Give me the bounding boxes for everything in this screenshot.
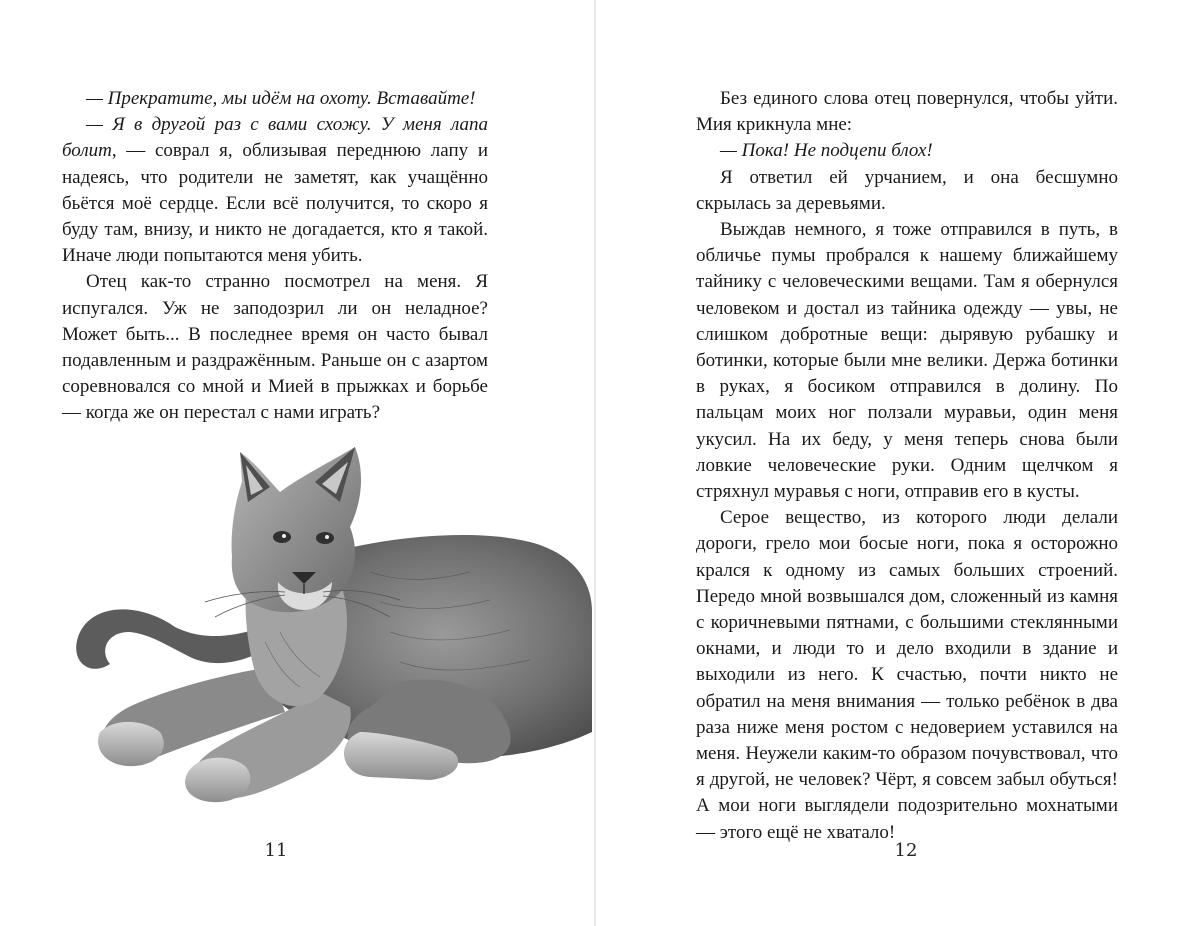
left-page (0, 0, 594, 926)
cougar-illustration (70, 432, 592, 814)
right-page-text (696, 86, 1118, 846)
right-paragraph-1: Без единого слова отец повернулся, чтобы уйти. Мия крикнула мне: (696, 88, 1118, 136)
page-number-right: 12 (894, 840, 918, 861)
cougar-drawing (70, 432, 592, 814)
left-paragraph-3: Отец как-то странно посмотрел на меня. Я испугался. Уж не заподозрил ли он неладное? Может быть... В последнее время он часто бывал подавленным и раздражённым. Раньше он с азартом соревновался со мной и Мией в прыжках и борьбе — когда же он перестал с нами играть? (62, 271, 488, 424)
page-number-left: 11 (264, 840, 288, 861)
left-paragraph-2 (62, 112, 488, 269)
left-paragraph-2-text: — Я в другой раз с вами схожу. У меня лапа болит, — соврал я, облизывая переднюю лапу и надеясь, что родители не заметят, как учащённо бьётся моё сердце. Если всё получится, то скоро я буду там, внизу, и никто не догадается, кто я такой. Иначе люди попытаются меня убить. (62, 114, 488, 267)
right-paragraph-4: Выждав немного, я тоже отправился в путь, в обличье пумы пробрался к нашему ближайшему тайнику с человеческими вещами. Там я обернулся человеком и достал из тайника одежду — увы, не слишком добротные вещи: дырявую рубашку и ботинки, которые были мне велики. Держа ботинки в руках, я босиком отправился в долину. По пальцам моих ног ползали муравьи, один меня укусил. На их беду, у меня теперь снова были ловкие человеческие руки. Одним щелчком я стряхнул муравья с ноги, отправив его в кусты. (696, 219, 1118, 503)
right-paragraph-5: Серое вещество, из которого люди делали дороги, грело мои босые ноги, пока я осторожно крался к одному из самых больших строений. Передо мной возвышался дом, сложенный из камня с коричневыми пятнами, с большими стеклянными окнами, и люди то и дело входили в здание и выходили из него. К счастью, почти никто не обратил на меня внимания — только ребёнок в два раза ниже меня ростом с недоверием уставился на меня. Неужели каким-то образом почувствовал, что я другой, не человек? Чёрт, я совсем забыл обуться! А мои ноги выглядели подозрительно мохнатыми — этого ещё не хватало! (696, 507, 1118, 843)
left-page-text (62, 86, 488, 427)
right-page (596, 0, 1192, 926)
left-paragraph-1: — Прекратите, мы идём на охоту. Вставайте! (86, 88, 476, 109)
right-paragraph-2: — Пока! Не подцепи блох! (720, 140, 933, 162)
right-paragraph-3: Я ответил ей урчанием, и она бесшумно скрылась за деревьями. (696, 166, 1118, 214)
